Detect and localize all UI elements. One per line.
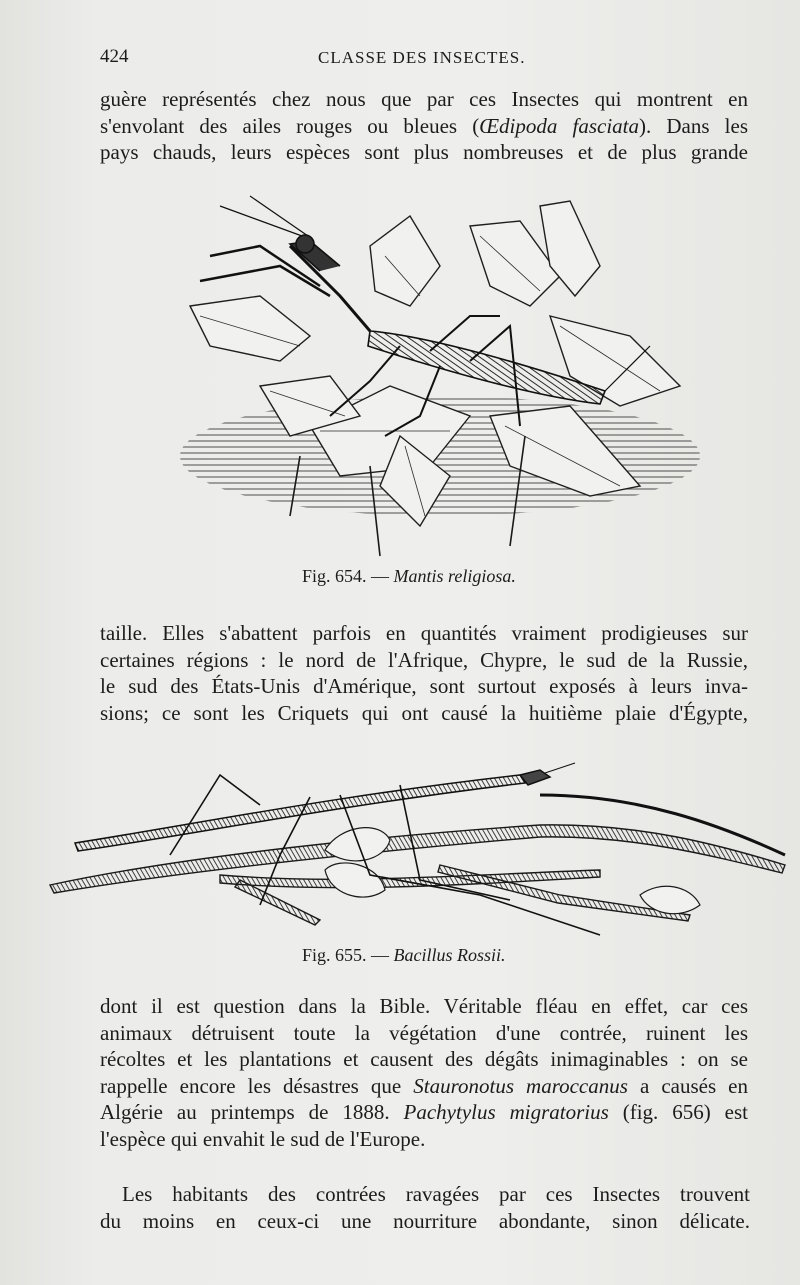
text-line: rappelle encore les désastres que Stauronotus maroccanus a causés en	[100, 1073, 749, 1098]
figure-caption: Fig. 655. — Bacillus Rossii.	[302, 945, 506, 965]
text-line: pays chauds, leurs espèces sont plus nombreuses et de plus grande	[100, 140, 748, 164]
paragraph-4	[100, 1181, 750, 1234]
text-line: dont il est question dans la Bible. Véritable fléau en effet, car ces	[100, 994, 748, 1018]
text-line: récoltes et les plantations et causent des dégâts inimaginables : on se	[100, 1047, 748, 1071]
text-line: le sud des États-Unis d'Amérique, sont surtout exposés à leurs inva-	[100, 674, 748, 698]
text-line: s'envolant des ailes rouges ou bleues (Œdipoda fasciata). Dans les	[100, 113, 749, 138]
mantis-illustration	[170, 186, 700, 566]
page-header	[100, 44, 750, 72]
paragraph-2	[100, 620, 748, 726]
species-name: Mantis religiosa.	[393, 566, 516, 586]
species-name: Stauronotus maroccanus	[413, 1073, 628, 1098]
species-name: Œdipoda fasciata	[479, 113, 639, 138]
paragraph-3	[100, 993, 748, 1152]
text-line: taille. Elles s'abattent parfois en quantités vraiment prodigieuses sur	[100, 621, 748, 645]
text-line: sions; ce sont les Criquets qui ont causé la huitième plaie d'Égypte,	[100, 700, 748, 725]
text-line: du moins en ceux-ci une nourriture abondante, sinon délicate.	[100, 1208, 750, 1233]
text-line: animaux détruisent toute la végétation d'une contrée, ruinent les	[100, 1020, 748, 1045]
stick-insect-illustration	[40, 755, 800, 945]
running-title: CLASSE DES INSECTES.	[318, 48, 526, 67]
text-line: l'espèce qui envahit le sud de l'Europe.	[100, 1126, 426, 1151]
page-number: 424	[100, 46, 129, 67]
text-line: Algérie au printemps de 1888. Pachytylus migratorius (fig. 656) est	[100, 1100, 748, 1124]
text-line: guère représentés chez nous que par ces Insectes qui montrent en	[100, 87, 748, 111]
text-line: Les habitants des contrées ravagées par ces Insectes trouvent	[122, 1182, 750, 1206]
text-line: certaines régions : le nord de l'Afrique, Chypre, le sud de la Russie,	[100, 647, 748, 672]
species-name: Bacillus Rossii.	[393, 945, 506, 965]
species-name: Pachytylus migratorius	[403, 1100, 609, 1124]
figure-caption: Fig. 654. — Mantis religiosa.	[302, 566, 516, 586]
paragraph-1	[100, 86, 748, 166]
